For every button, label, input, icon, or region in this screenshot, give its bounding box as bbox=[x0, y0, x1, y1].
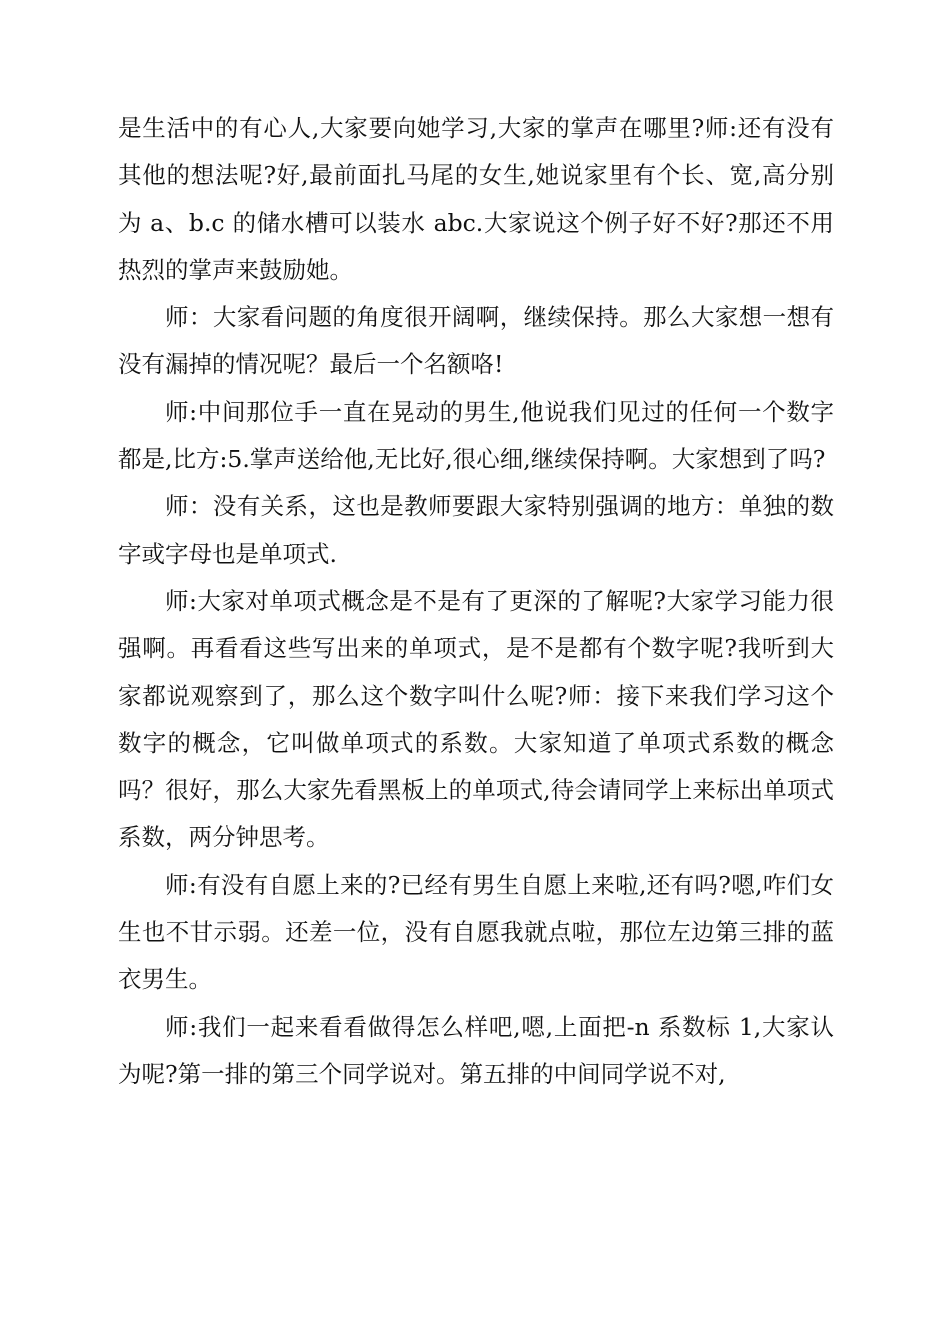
paragraph-continued: 是生活中的有心人,大家要向她学习,大家的掌声在哪里?师:还有没有其他的想法呢?好,最前面扎马尾的女生,她说家里有个长、宽,高分别为 a、b.c 的储水槽可以装水 abc.大家说这个例子好不好?那还不用热烈的掌声来鼓励她。 bbox=[118, 114, 834, 284]
paragraph-teacher-6: 师:我们一起来看看做得怎么样吧,嗯,上面把-n 系数标 1,大家认为呢?第一排的第三个同学说对。第五排的中间同学说不对, bbox=[118, 1012, 834, 1088]
paragraph-teacher-5: 师:有没有自愿上来的?已经有男生自愿上来啦,还有吗?嗯,咋们女生也不甘示弱。还差一位，没有自愿我就点啦，那位左边第三排的蓝衣男生。 bbox=[118, 870, 834, 994]
paragraph-teacher-1: 师：大家看问题的角度很开阔啊，继续保持。那么大家想一想有没有漏掉的情况呢？最后一个名额咯! bbox=[118, 303, 834, 379]
document-page bbox=[118, 105, 834, 1098]
paragraph-teacher-2: 师:中间那位手一直在晃动的男生,他说我们见过的任何一个数字都是,比方:5.掌声送给他,无比好,很心细,继续保持啊。大家想到了吗? bbox=[118, 397, 834, 474]
paragraph-teacher-4: 师:大家对单项式概念是不是有了更深的了解呢?大家学习能力很强啊。再看看这些写出来的单项式，是不是都有个数字呢?我听到大家都说观察到了，那么这个数字叫什么呢?师：接下来我们学习这个数字的概念，它叫做单项式的系数。大家知道了单项式系数的概念吗？很好，那么大家先看黑板上的单项式,待会请同学上来标出单项式系数，两分钟思考。 bbox=[118, 586, 834, 852]
paragraph-teacher-3: 师：没有关系，这也是教师要跟大家特别强调的地方：单独的数字或字母也是单项式. bbox=[118, 492, 834, 568]
